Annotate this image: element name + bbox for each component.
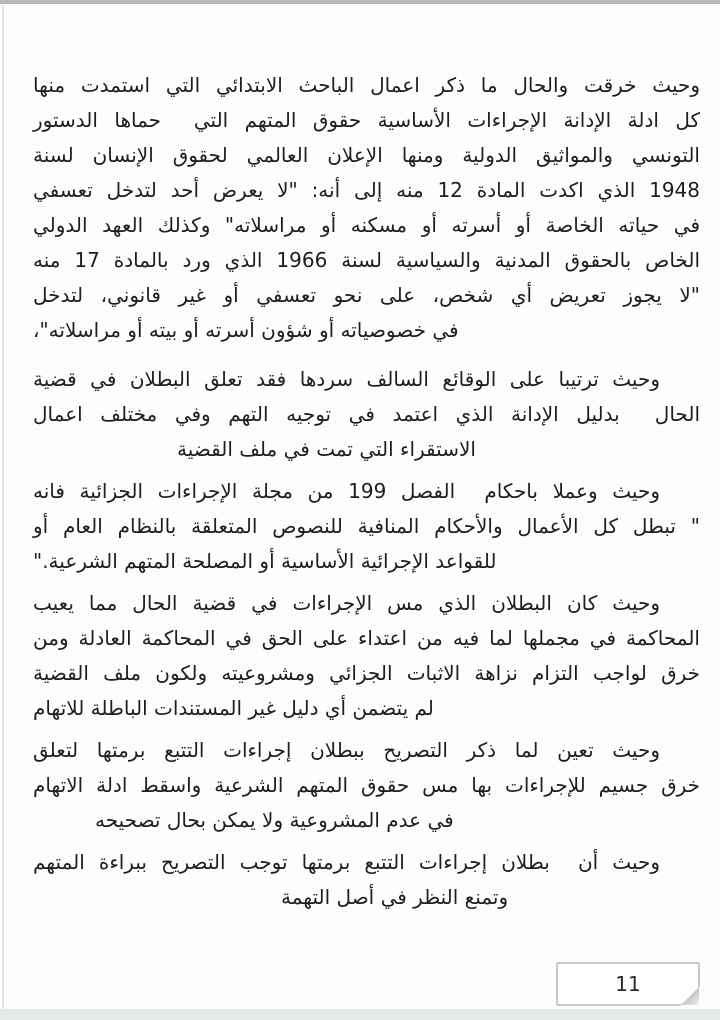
text-line: المحاكمة في مجملها لما فيه من اعتداء على الحق في المحاكمة العادلة ومن [33,626,700,650]
paragraph [33,733,700,838]
text-line: "لا يجوز تعريض أي شخص، على نحو تعسفي أو غير قانوني، لتدخل [33,283,700,307]
text-line: وحيث وعملا باحكام الفصل 199 من مجلة الإجراءات الجزائية فانه [33,479,660,503]
page-number-box [556,962,700,1006]
text-line: وحيث خرقت والحال ما ذكر اعمال الباحث الابتدائي التي استمدت منها [33,73,700,97]
text-line: للقواعد الإجرائية الأساسية أو المصلحة المتهم الشرعية." [33,549,497,573]
text-line: 1948 الذي اكدت المادة 12 منه إلى أنه: "لا يعرض أحد لتدخل تعسفي [33,178,701,202]
text-line: لم يتضمن أي دليل غير المستندات الباطلة للاتهام [33,696,434,720]
paragraph [33,68,700,348]
text-line: " تبطل كل الأعمال والأحكام المنافية للنصوص المتعلقة بالنظام العام أو [33,514,700,538]
document-text [33,68,700,922]
page-number: 11 [615,972,641,996]
text-line: في حياته الخاصة أو أسرته أو مسكنه أو مراسلاته" وكذلك العهد الدولي [33,213,700,237]
text-line: وحيث ترتيبا على الوقائع السالف سردها فقد تعلق البطلان في قضية [33,367,660,391]
text-line: كل ادلة الإدانة الإجراءات الأساسية حقوق المتهم التي حماها الدستور [33,108,700,132]
page-left-edge [2,5,4,1009]
paragraph [33,586,700,726]
text-line: في خصوصياته أو شؤون أسرته أو بيته أو مراسلاته"، [33,318,459,342]
page-bottom-edge [0,1009,720,1020]
paragraph [33,474,700,579]
paragraph [33,845,700,915]
text-line: في عدم المشروعية ولا يمكن بحال تصحيحه [95,808,454,832]
page-top-edge [0,0,720,4]
text-line: التونسي والمواثيق الدولية ومنها الإعلان العالمي لحقوق الإنسان لسنة [33,143,700,167]
text-line: وتمنع النظر في أصل التهمة [281,885,509,909]
text-line: وحيث أن بطلان إجراءات التتبع برمتها توجب التصريح ببراءة المتهم [33,850,660,874]
text-line: خرق لواجب التزام نزاهة الاثبات الجزائي ومشروعيته ولكون ملف القضية [33,661,700,685]
text-line: خرق جسيم للإجراءات بها مس حقوق المتهم الشرعية واسقط ادلة الاتهام [33,773,700,797]
page-corner-fold-icon [680,986,700,1006]
text-line: الاستقراء التي تمت في ملف القضية [177,437,476,461]
text-line: وحيث كان البطلان الذي مس الإجراءات في قضية الحال مما يعيب [33,591,660,615]
text-line: وحيث تعين لما ذكر التصريح ببطلان إجراءات التتبع برمتها لتعلق [33,738,660,762]
text-line: الحال بدليل الإدانة الذي اعتمد في توجيه التهم وفي مختلف اعمال [33,402,700,426]
text-line: الخاص بالحقوق المدنية والسياسية لسنة 1966 الذي ورد بالمادة 17 منه [33,248,700,272]
paragraph [33,362,700,467]
